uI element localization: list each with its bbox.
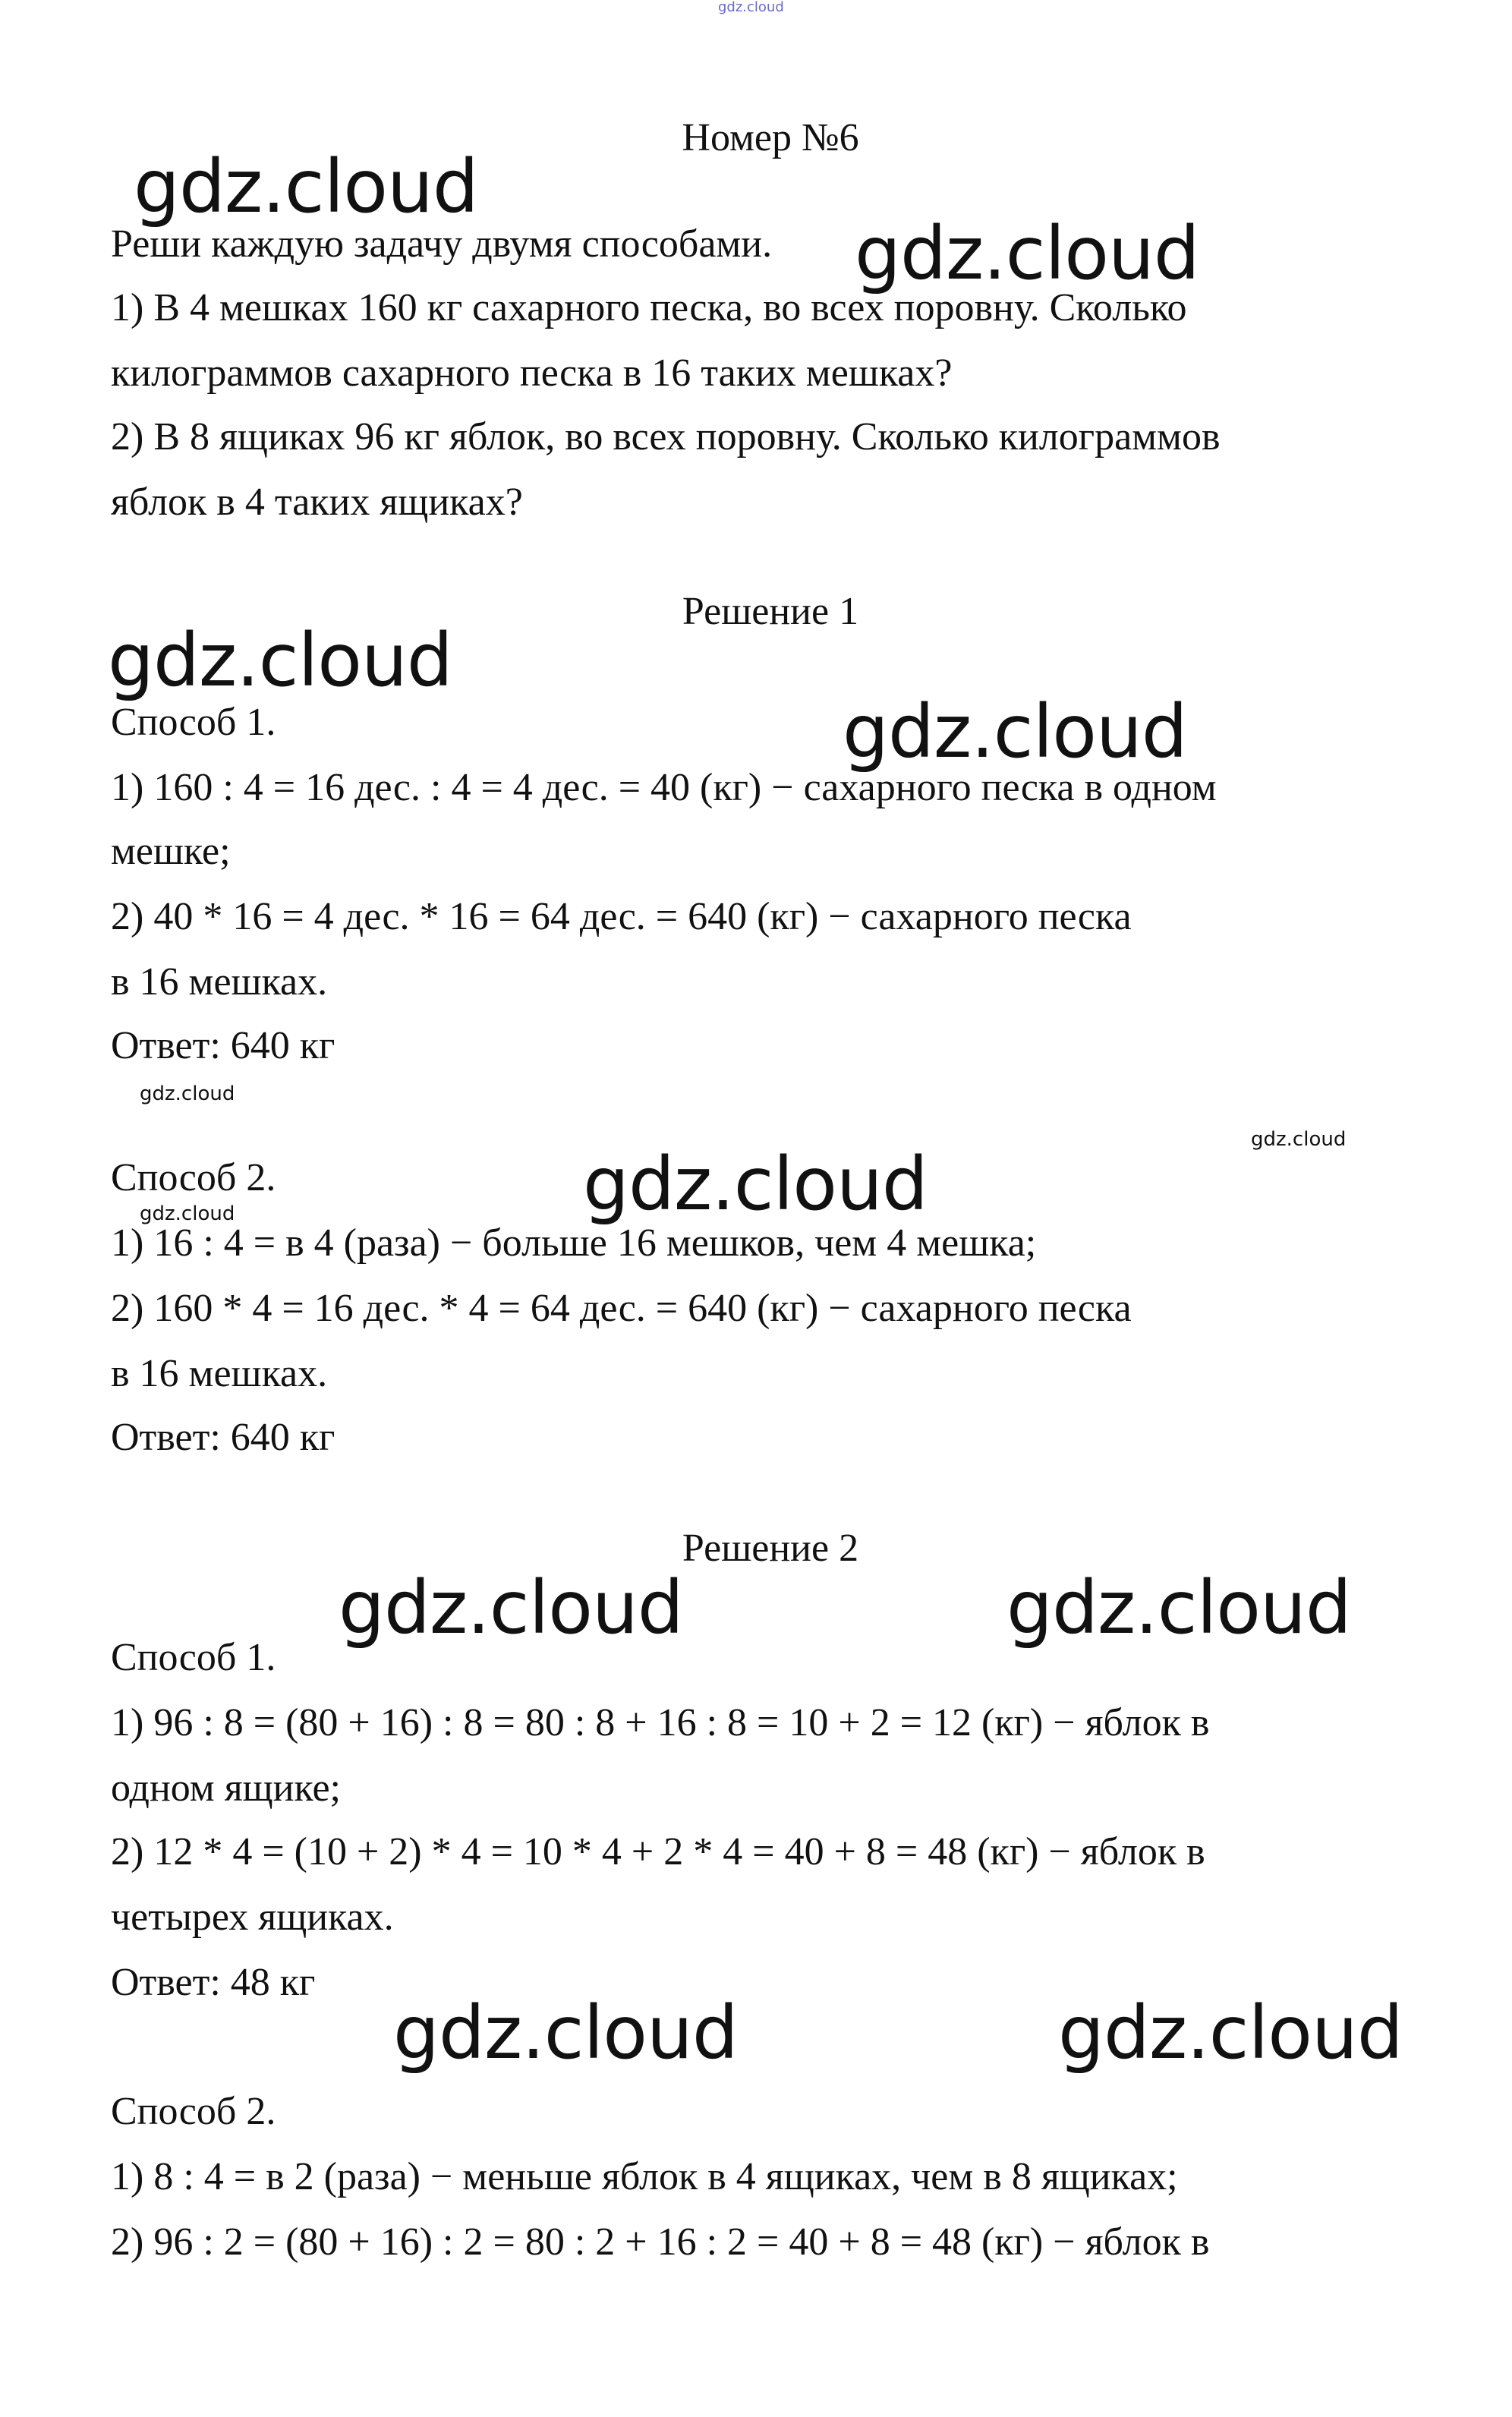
watermark-small: gdz.cloud bbox=[140, 1082, 235, 1105]
solution-2-method-1-step-2-line-2: четырех ящиках. bbox=[111, 1895, 394, 1939]
watermark: gdz.cloud bbox=[134, 144, 478, 229]
page-title: Номер №6 bbox=[682, 116, 859, 159]
solution-2-method-1-step-2-line-1: 2) 12 * 4 = (10 + 2) * 4 = 10 * 4 + 2 * 4 = 40 + 8 = 48 (кг) − яблок в bbox=[111, 1830, 1205, 1873]
top-watermark: gdz.cloud bbox=[718, 0, 784, 15]
solution-2-method-2-step-2-line-1: 2) 96 : 2 = (80 + 16) : 2 = 80 : 2 + 16 : 2 = 40 + 8 = 48 (кг) − яблок в bbox=[111, 2220, 1210, 2264]
solution-2-method-1-label: Способ 1. bbox=[111, 1636, 276, 1679]
watermark: gdz.cloud bbox=[1058, 1990, 1403, 2075]
task-intro: Реши каждую задачу двумя способами. bbox=[111, 222, 773, 266]
watermark: gdz.cloud bbox=[393, 1990, 738, 2075]
watermark: gdz.cloud bbox=[583, 1142, 928, 1227]
watermark-small: gdz.cloud bbox=[1251, 1128, 1347, 1151]
solution-1-method-1-answer: Ответ: 640 кг bbox=[111, 1024, 335, 1067]
solution-2-heading: Решение 2 bbox=[682, 1527, 859, 1570]
watermark: gdz.cloud bbox=[855, 211, 1199, 296]
solution-2-method-1-step-1-line-2: одном ящике; bbox=[111, 1766, 341, 1810]
solution-1-method-2-answer: Ответ: 640 кг bbox=[111, 1416, 335, 1459]
solution-1-method-2-step-1-line-1: 1) 16 : 4 = в 4 (раза) − больше 16 мешков, чем 4 мешка; bbox=[111, 1221, 1037, 1265]
solution-1-heading: Решение 1 bbox=[682, 590, 859, 633]
task-problem-1-line-2: килограммов сахарного песка в 16 таких мешках? bbox=[111, 351, 953, 395]
solution-2-method-1-answer: Ответ: 48 кг bbox=[111, 1961, 316, 2004]
solution-2-method-2-step-1-line-1: 1) 8 : 4 = в 2 (раза) − меньше яблок в 4 ящиках, чем в 8 ящиках; bbox=[111, 2155, 1178, 2198]
solution-1-method-1-step-1-line-1: 1) 160 : 4 = 16 дес. : 4 = 4 дес. = 40 (кг) − сахарного песка в одном bbox=[111, 766, 1217, 809]
solution-1-method-2-step-2-line-2: в 16 мешках. bbox=[111, 1352, 328, 1395]
solution-1-method-1-step-2-line-2: в 16 мешках. bbox=[111, 960, 328, 1004]
task-problem-2-line-1: 2) В 8 ящиках 96 кг яблок, во всех поровну. Сколько килограммов bbox=[111, 415, 1221, 459]
solution-1-method-2-label: Способ 2. bbox=[111, 1156, 276, 1199]
task-problem-1-line-1: 1) В 4 мешках 160 кг сахарного песка, во всех поровну. Сколько bbox=[111, 286, 1187, 329]
solution-1-method-1-step-1-line-2: мешке; bbox=[111, 830, 231, 873]
watermark-small: gdz.cloud bbox=[140, 1202, 235, 1225]
watermark: gdz.cloud bbox=[339, 1565, 683, 1650]
solution-1-method-1-label: Способ 1. bbox=[111, 701, 276, 744]
watermark: gdz.cloud bbox=[843, 689, 1187, 774]
solution-1-method-2-step-2-line-1: 2) 160 * 4 = 16 дес. * 4 = 64 дес. = 640 (кг) − сахарного песка bbox=[111, 1287, 1132, 1330]
watermark: gdz.cloud bbox=[1006, 1565, 1351, 1650]
task-problem-2-line-2: яблок в 4 таких ящиках? bbox=[111, 481, 523, 524]
solution-2-method-1-step-1-line-1: 1) 96 : 8 = (80 + 16) : 8 = 80 : 8 + 16 : 8 = 10 + 2 = 12 (кг) − яблок в bbox=[111, 1701, 1210, 1744]
watermark: gdz.cloud bbox=[108, 618, 452, 703]
solution-2-method-2-label: Способ 2. bbox=[111, 2090, 276, 2133]
solution-1-method-1-step-2-line-1: 2) 40 * 16 = 4 дес. * 16 = 64 дес. = 640 (кг) − сахарного песка bbox=[111, 895, 1132, 938]
